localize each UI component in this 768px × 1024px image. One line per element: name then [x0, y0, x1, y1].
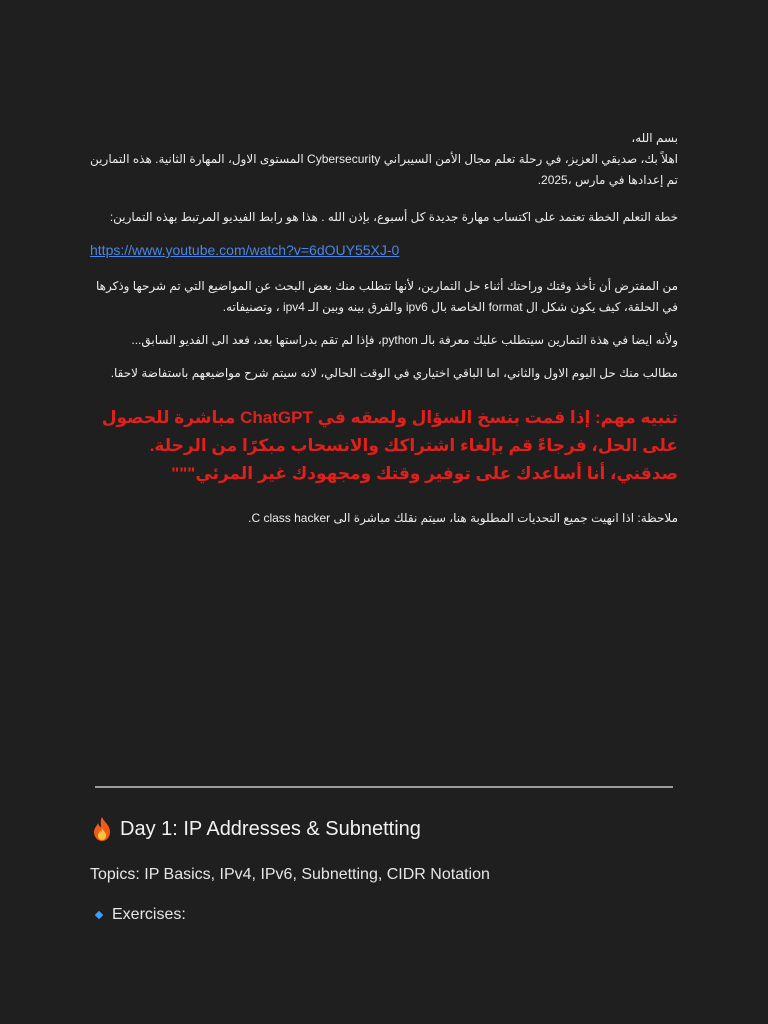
document-body	[90, 128, 678, 529]
intro-paragraph: اهلاً بك، صديقي العزيز، في رحلة تعلم مجال الأمن السيبراني Cybersecurity المستوى الاول، المهارة الثانية. هذه التمارين تم إعدادها في مارس ،2025.	[90, 152, 678, 187]
days-paragraph: مطالب منك حل اليوم الاول والثاني، اما الباقي اختياري في الوقت الحالي، لانه سيتم شرح مواضيعهم باستفاضة لاحقا.	[110, 366, 678, 380]
warning-paragraph: تنبيه مهم: إذا قمت بنسخ السؤال ولصقه في ChatGPT مباشرة للحصول على الحل، فرجاءً قم بإلغاء اشتراكك والانسحاب مبكرًا من الرحلة. صدقني، أنا أساعدك على توفير وقتك ومجهودك غير المرئي"""	[101, 408, 678, 483]
topics-line: Topics: IP Basics, IPv4, IPv6, Subnetting, CIDR Notation	[90, 866, 490, 883]
day-heading	[90, 816, 421, 842]
blue-diamond-icon	[95, 911, 103, 919]
research-paragraph: من المفترض أن تأخذ وقتك وراحتك أثناء حل التمارين، لأنها تتطلب منك بعض البحث عن المواضيع التي تم شرحها وذكرها في الحلقة، كيف يكون شكل ال format الخاصة بال ipv6 والفرق بينه وبين الـ ipv4 ، وتصنيفاته.	[96, 279, 678, 314]
intro-greeting: بسم الله،	[631, 131, 678, 145]
horizontal-divider	[95, 786, 673, 788]
youtube-link[interactable]: https://www.youtube.com/watch?v=6dOUY55XJ-0	[90, 242, 400, 258]
fire-icon	[90, 816, 114, 842]
day-title: Day 1: IP Addresses & Subnetting	[120, 817, 421, 840]
note-paragraph: ملاحظة: اذا انهيت جميع التحديات المطلوبة هنا، سيتم نقلك مباشرة الى C class hacker.	[248, 511, 678, 525]
exercises-item	[96, 906, 186, 924]
exercises-label: Exercises:	[112, 906, 186, 923]
python-paragraph: ولأنه ايضا في هذة التمارين سيتطلب عليك معرفة بالـ python، فإذا لم تقم بدراستها بعد، فعد الى الفديو السابق...	[131, 333, 678, 347]
plan-paragraph: خطة التعلم الخطة تعتمد على اكتساب مهارة جديدة كل أسبوع، بإذن الله . هذا هو رابط الفيديو المرتبط بهذه التمارين:	[109, 210, 678, 224]
